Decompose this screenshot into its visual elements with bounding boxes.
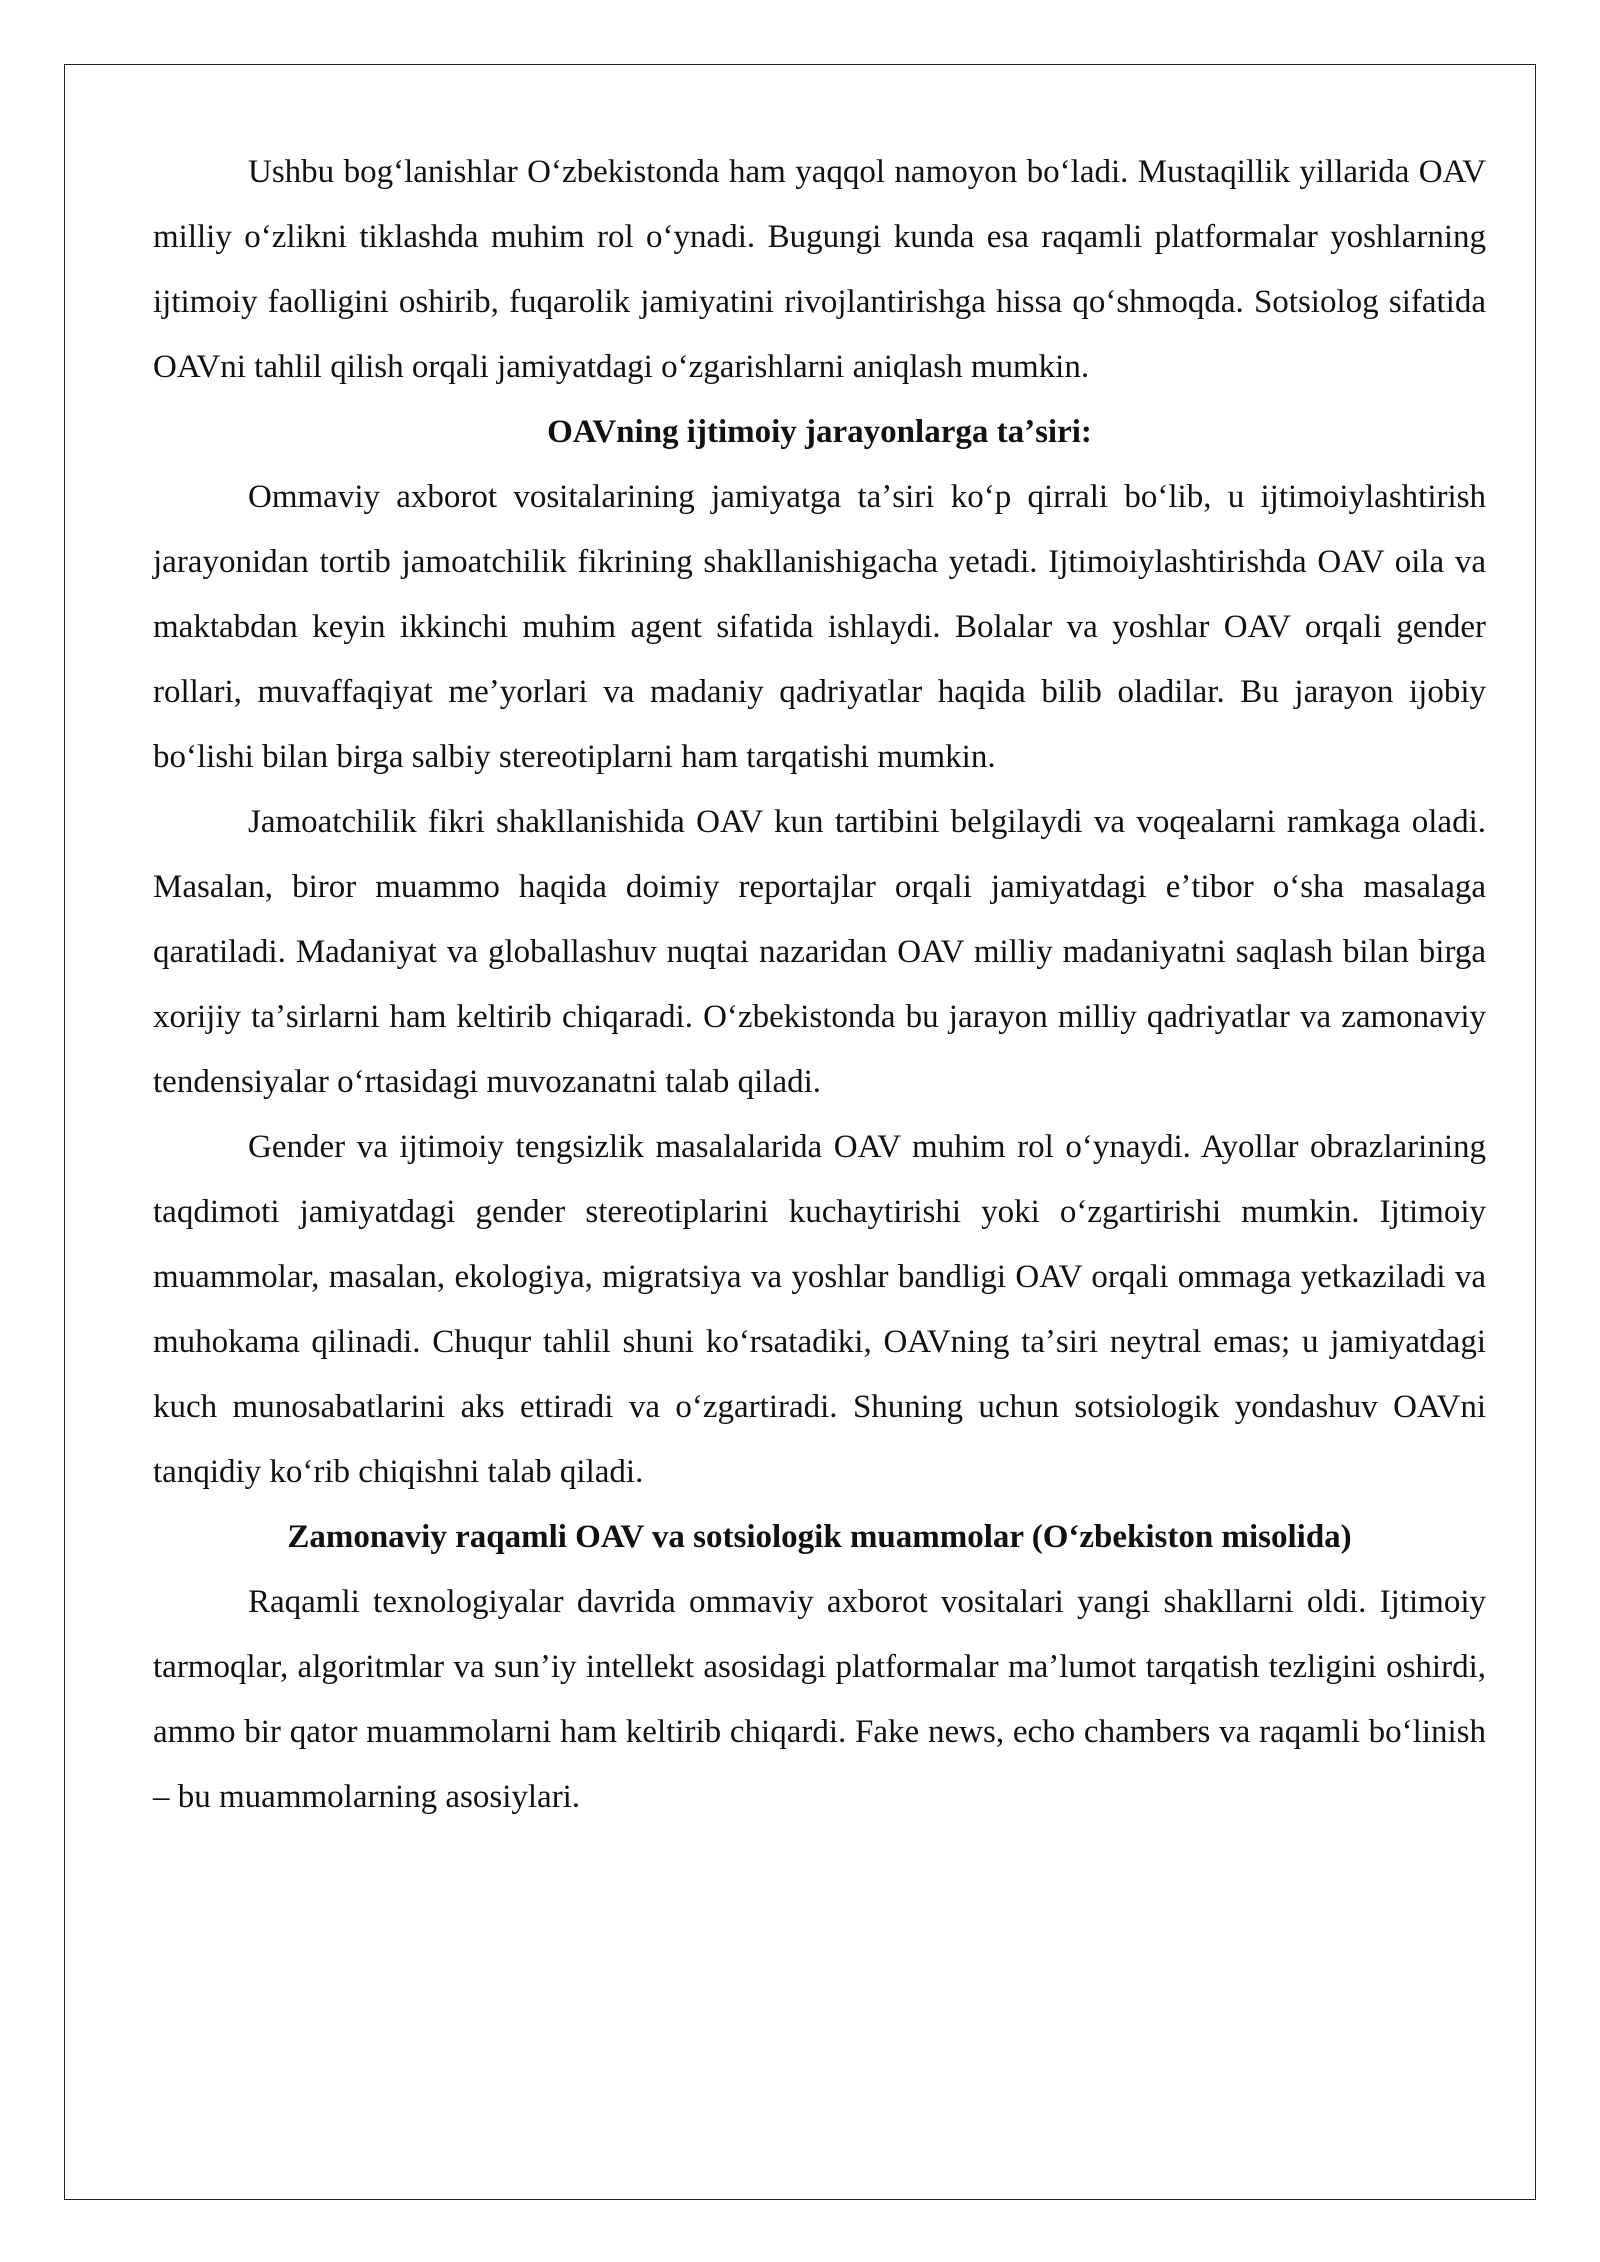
section-heading-media-influence: OAVning ijtimoiy jarayonlarga taʼsiri: (547, 414, 1092, 450)
paragraph-public-opinion: Jamoatchilik fikri shakllanishida OAV kun tartibini belgilaydi va voqealarni ramkaga oladi. Masalan, biror muammo haqida doimiy reportajlar orqali jamiyatdagi eʼtibor oʻsha masalaga qaratiladi. Madaniyat va globallashuv nuqtai nazaridan OAV milliy madaniyatni saqlash bilan birga xorijiy taʼsirlarni ham keltirib chiqaradi. Oʻzbekistonda bu jarayon milliy qadriyatlar va zamonaviy tendensiyalar oʻrtasidagi muvozanatni talab qiladi. (153, 804, 1486, 1100)
document-body (153, 140, 1486, 1830)
paragraph-digital-technologies: Raqamli texnologiyalar davrida ommaviy axborot vositalari yangi shakllarni oldi. Ijtimoiy tarmoqlar, algoritmlar va sunʼiy intellekt asosidagi platformalar maʼlumot tarqatish tezligini oshirdi, ammo bir qator muammolarni ham keltirib chiqardi. Fake news, echo chambers va raqamli boʻlinish – bu muammolarning asosiylari. (153, 1584, 1486, 1815)
paragraph-intro: Ushbu bogʻlanishlar Oʻzbekistonda ham yaqqol namoyon boʻladi. Mustaqillik yillarida OAV milliy oʻzlikni tiklashda muhim rol oʻynadi. Bugungi kunda esa raqamli platformalar yoshlarning ijtimoiy faolligini oshirib, fuqarolik jamiyatini rivojlantirishga hissa qoʻshmoqda. Sotsiolog sifatida OAVni tahlil qilish orqali jamiyatdagi oʻzgarishlarni aniqlash mumkin. (153, 154, 1486, 385)
section-heading-digital-media: Zamonaviy raqamli OAV va sotsiologik muammolar (Oʻzbekiston misolida) (287, 1519, 1352, 1555)
paragraph-gender-inequality: Gender va ijtimoiy tengsizlik masalalarida OAV muhim rol oʻynaydi. Ayollar obrazlarining taqdimoti jamiyatdagi gender stereotiplarini kuchaytirishi yoki oʻzgartirishi mumkin. Ijtimoiy muammolar, masalan, ekologiya, migratsiya va yoshlar bandligi OAV orqali ommaga yetkaziladi va muhokama qilinadi. Chuqur tahlil shuni koʻrsatadiki, OAVning taʼsiri neytral emas; u jamiyatdagi kuch munosabatlarini aks ettiradi va oʻzgartiradi. Shuning uchun sotsiologik yondashuv OAVni tanqidiy koʻrib chiqishni talab qiladi. (153, 1129, 1486, 1490)
paragraph-socialization: Ommaviy axborot vositalarining jamiyatga taʼsiri koʻp qirrali boʻlib, u ijtimoiylashtirish jarayonidan tortib jamoatchilik fikrining shakllanishigacha yetadi. Ijtimoiylashtirishda OAV oila va maktabdan keyin ikkinchi muhim agent sifatida ishlaydi. Bolalar va yoshlar OAV orqali gender rollari, muvaffaqiyat meʼyorlari va madaniy qadriyatlar haqida bilib oladilar. Bu jarayon ijobiy boʻlishi bilan birga salbiy stereotiplarni ham tarqatishi mumkin. (153, 479, 1486, 775)
